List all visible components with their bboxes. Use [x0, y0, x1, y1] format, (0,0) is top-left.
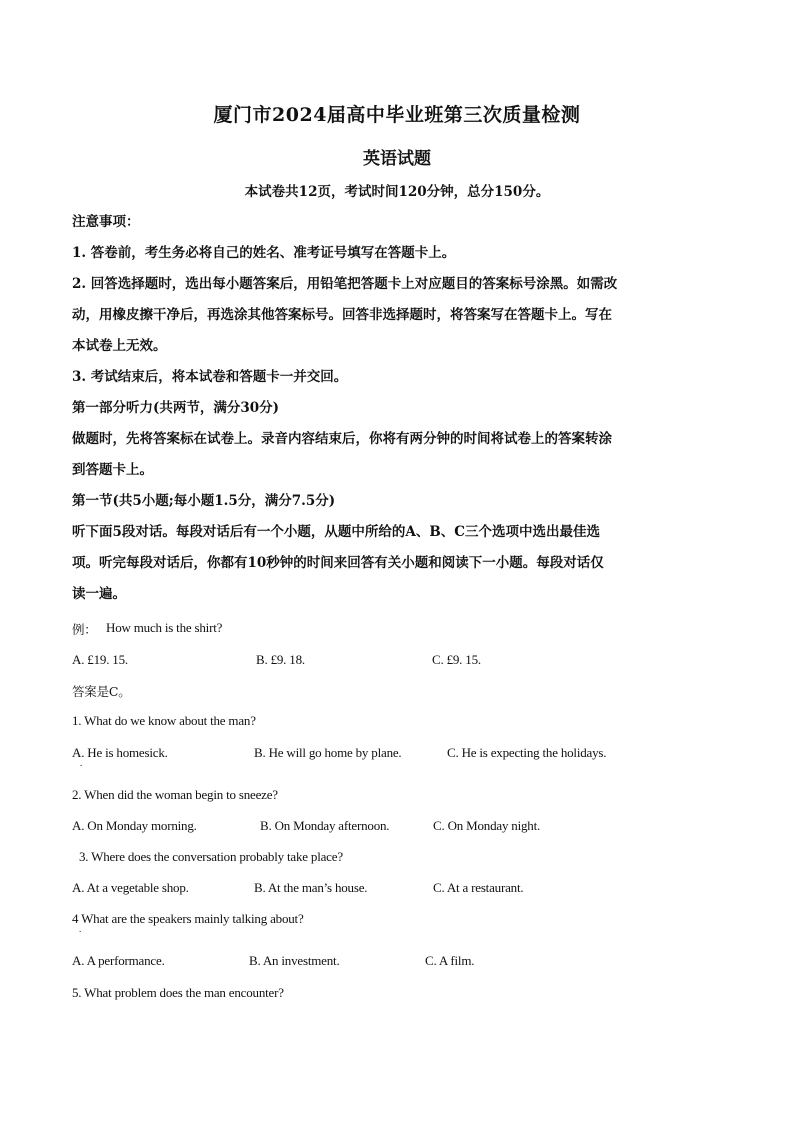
question-5-stem: 5. What problem does the man encounter?	[72, 985, 284, 1000]
question-2-option-c: C. On Monday night.	[433, 818, 541, 833]
exam-info: 本试卷共12页，考试时间120分钟，总分150分。	[244, 184, 550, 200]
section1-desc-a: 听下面5段对话。每段对话后有一个小题，从题中所给的A、B、C三个选项中选出最佳选	[72, 524, 601, 540]
stray-dot-mark: .	[80, 758, 83, 768]
notes-line-1: 1. 答卷前，考生务必将自己的姓名、准考证号填写在答题卡上。	[72, 245, 456, 261]
question-4-option-b: B. An investment.	[249, 953, 340, 968]
question-4-stem: 4 What are the speakers mainly talking about?	[72, 911, 304, 926]
example-question: How much is the shirt?	[106, 620, 223, 635]
question-3-option-b: B. At the man’s house.	[254, 880, 368, 895]
example-answer: 答案是C。	[72, 684, 131, 699]
question-1-option-b: B. He will go home by plane.	[254, 745, 402, 760]
part1-desc-b: 到答题卡上。	[72, 462, 153, 478]
question-4-option-a: A. A performance.	[72, 953, 165, 968]
stray-dot-mark: .	[79, 924, 82, 934]
example-option-b: B. £9. 18.	[256, 652, 305, 667]
notes-heading: 注意事项：	[72, 214, 140, 230]
question-3-stem: 3. Where does the conversation probably take place?	[79, 849, 343, 864]
question-2-option-b: B. On Monday afternoon.	[260, 818, 390, 833]
part1-desc-a: 做题时，先将答案标在试卷上。录音内容结束后，你将有两分钟的时间将试卷上的答案转涂	[72, 431, 612, 447]
page-subtitle: 英语试题	[363, 149, 431, 169]
part1-heading: 第一部分听力(共两节，满分30分)	[72, 400, 280, 416]
page-title: 厦门市2024届高中毕业班第三次质量检测	[213, 104, 581, 126]
question-1-option-c: C. He is expecting the holidays.	[447, 745, 607, 760]
question-1-stem: 1. What do we know about the man?	[72, 713, 256, 728]
section1-desc-b: 项。听完每段对话后，你都有10秒钟的时间来回答有关小题和阅读下一小题。每段对话仅	[72, 555, 604, 571]
section1-heading: 第一节(共5小题;每小题1.5分，满分7.5分)	[72, 493, 336, 509]
notes-line-2c: 本试卷上无效。	[72, 338, 167, 354]
section1-desc-c: 读一遍。	[72, 586, 126, 602]
question-1-option-a: A. He is homesick.	[72, 745, 168, 760]
notes-line-3: 3. 考试结束后，将本试卷和答题卡一并交回。	[72, 369, 348, 385]
question-3-option-c: C. At a restaurant.	[433, 880, 524, 895]
notes-line-2a: 2. 回答选择题时，选出每小题答案后，用铅笔把答题卡上对应题目的答案标号涂黑。如需改	[72, 276, 618, 292]
question-3-option-a: A. At a vegetable shop.	[72, 880, 189, 895]
question-4-option-c: C. A film.	[425, 953, 475, 968]
example-label: 例：	[72, 622, 97, 637]
example-option-a: A. £19. 15.	[72, 652, 128, 667]
question-2-option-a: A. On Monday morning.	[72, 818, 197, 833]
example-option-c: C. £9. 15.	[432, 652, 481, 667]
notes-line-2b: 动，用橡皮擦干净后，再选涂其他答案标号。回答非选择题时，将答案写在答题卡上。写在	[72, 307, 612, 323]
question-2-stem: 2. When did the woman begin to sneeze?	[72, 787, 278, 802]
